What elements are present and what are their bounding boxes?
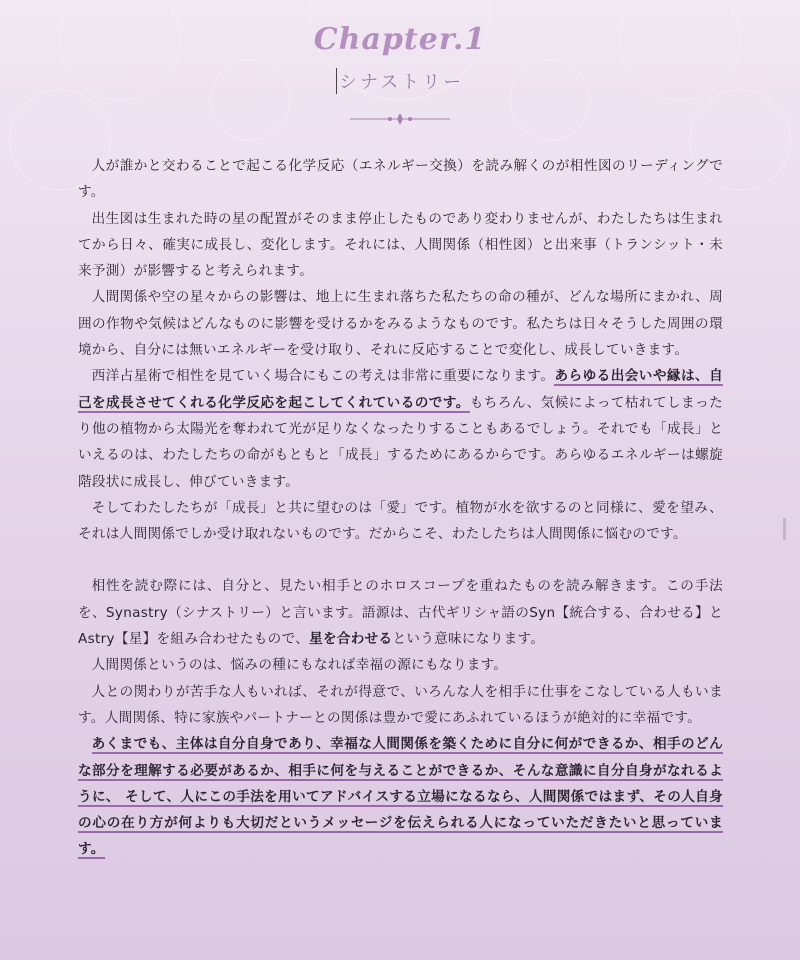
scroll-indicator[interactable] — [783, 518, 786, 540]
emphasis-line: あくまでも、主体は自分自身であり、幸福な人間関係を築くために自分に何ができるか、 — [91, 736, 653, 753]
paragraph: 出生図は生まれた時の星の配置がそのまま停止したものであり変わりませんが、わたしたちは生まれてから日々、確実に成長し、変化します。それには、人間関係（相性図）と出来事（トランシット・未来予測）が影響すると考えられます。 — [78, 210, 723, 280]
emphasis-line: に自分自身がなれるように、 そして、人にこの手法を用いてアドバイスする立場になるな — [78, 762, 724, 805]
paragraph — [78, 573, 723, 652]
paragraph: 人間関係や空の星々からの影響は、地上に生まれ落ちた私たちの命の種が、どんな場所にまかれ、周囲の作物や気候はどんなものに影響を受けるかをみるようなものです。私たちは日々そうした周囲の環境から、自分には無いエネルギーを受け取り、それに反応することで変化し、成長していきます。 — [78, 289, 723, 359]
emphasis-line: ら、人間関係ではまず、その人自身の心の在り方が何よりも大切だというメッセージを伝え — [78, 788, 723, 832]
paragraph: 人間関係というのは、悩みの種にもなれば幸福の源にもなります。 — [91, 657, 508, 674]
paragraph: 人との関わりが苦手な人もいれば、それが得意で、いろんな人を相手に仕事をこなしている人もいます。人間関係、特に家族やパートナーとの関係は豊かで愛にあふれているほうが絶対的に幸福です。 — [78, 683, 723, 726]
text-run: もちろん、気候によって枯れてしまったり他の植物から太陽光を奪われて光が足りなくなったりすることもあるでしょう。それでも「成長」といえるのは、わたしたちの命がもともと「成長」するためにあるからです。あらゆるエネルギーは螺旋階段状に成長し、伸びていきます。 — [78, 394, 723, 490]
article-body — [78, 153, 723, 863]
section-subtitle: シナストリー — [336, 68, 464, 94]
paragraph: そしてわたしたちが「成長」と共に望むのは「愛」です。植物が水を欲するのと同様に、愛を望み、それは人間関係でしか受け取れないものです。だからこそ、わたしたちは人間関係に悩むのです。 — [78, 499, 723, 543]
text-run: 相性を読む際には、自分と、見たい相手とのホロスコープを重ねたものを読み解きます。この手法を、Synastry（シナストリー）と言います。語源は、古代ギリシャ語のSyn【統合する、合わせる】とAstry【星】を組み合わせたもので、 — [78, 578, 723, 648]
spacer — [78, 547, 723, 573]
emphasis-block — [78, 731, 723, 862]
paragraph — [78, 363, 723, 494]
text-run: という意味になります。 — [392, 631, 545, 648]
text-run: 西洋占星術で相性を見ていく場合にもこの考えは非常に重要になります。 — [91, 368, 555, 385]
ornament-divider — [350, 112, 450, 126]
paragraph: 人が誰かと交わることで起こる化学反応（エネルギー交換）を読み解くのが相性図のリーディングです。 — [78, 158, 723, 201]
chapter-title: Chapter.1 — [313, 22, 487, 57]
emphasis-line: 相手のどんな部分を理解する必要があるか、相手に何を与えることができるか、そんな意識 — [78, 736, 723, 779]
emphasis-underlined: あらゆる出会いや縁は、自己を成長させてくれる化学反応を起こしてくれているのです。 — [78, 368, 723, 411]
emphasis-line: られる人になっていただきたいと思っています。 — [78, 815, 724, 858]
emphasis-bold: 星を合わせる — [309, 631, 393, 648]
